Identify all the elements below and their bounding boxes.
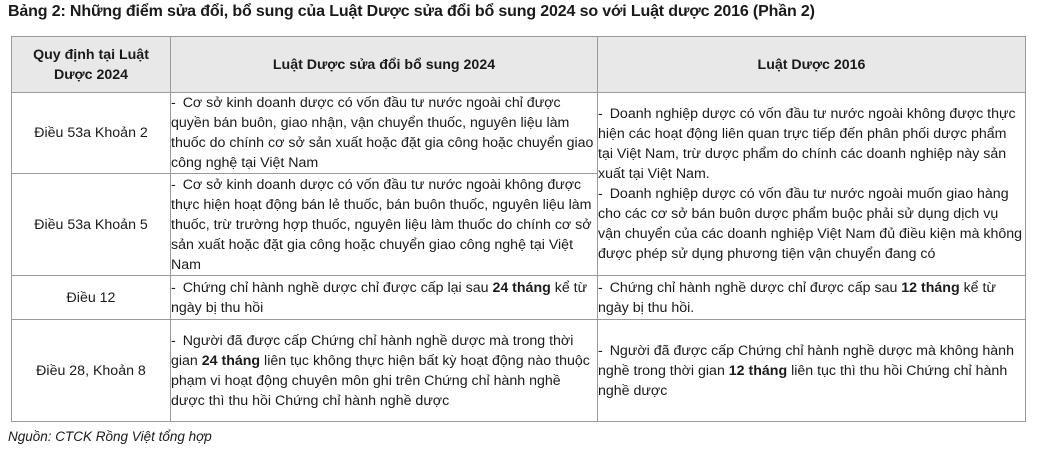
- regulation-cell: Điều 53a Khoản 2: [12, 93, 171, 174]
- regulation-cell: Điều 12: [12, 276, 171, 320]
- law-2024-text: Cơ sở kinh doanh dược có vốn đầu tư nước ngoài chỉ được quyền bán buôn, giao nhận, vận chuyển thuốc, nguyên liệu làm thuốc do chính cơ sở sản xuất hoặc đặt gia công hoặc chuyển giao công nghệ tại Việt Nam: [171, 95, 594, 171]
- law-2016-text: Chứng chỉ hành nghề dược chỉ được cấp sau: [609, 279, 902, 296]
- law-2024-cell: [171, 174, 598, 276]
- law-2016-text: Người đã được cấp Chứng chỉ hành nghề dược mà không hành nghề trong thời gian: [598, 342, 1014, 379]
- law-2016-text: Doanh nghiệp dược có vốn đầu tư nước ngoài muốn giao hàng cho các cơ sở bán buôn dược phẩm buộc phải sử dụng dịch vụ vận chuyển của các doanh nghiệp Việt Nam đủ điều kiện mà không được phép sử dụng phương tiện vận chuyển đang có: [598, 186, 1023, 262]
- law-2016-paragraph: [598, 104, 1025, 184]
- law-2016-cell: [598, 320, 1026, 422]
- law-2024-cell: [171, 276, 598, 320]
- law-2016-text: Doanh nghiệp dược có vốn đầu tư nước ngoài không được thực hiện các hoạt động liên quan trực tiếp đến phân phối dược phẩm tại Việt Nam, trừ dược phẩm do chính các doanh nghiệp này sản xuất tại Việt Nam.: [598, 106, 1016, 182]
- header-law-2024-label: Luật Dược sửa đổi bổ sung 2024: [272, 56, 496, 73]
- source-note: Nguồn: CTCK Rồng Việt tổng hợp: [8, 429, 212, 444]
- law-2016-paragraph: [598, 184, 1025, 264]
- law-2016-text: kể từ ngày bị thu hồi.: [598, 279, 996, 316]
- law-2016-cell: [598, 276, 1026, 320]
- table-row: [12, 93, 1026, 174]
- law-2024-text: liên tục không thực hiện bất kỳ hoạt động nào thuộc phạm vi hoạt động chuyên môn ghi trên Chứng chỉ hành nghề dược thì thu hồi Chứng chỉ hành nghề dược: [171, 352, 590, 409]
- bullet-dash: -: [171, 332, 176, 349]
- bullet-dash: -: [171, 95, 176, 111]
- law-2016-merged-cell: [598, 93, 1026, 276]
- header-regulation: [12, 37, 171, 93]
- law-2024-text: kể từ ngày bị thu hồi: [171, 279, 588, 316]
- table-row: [12, 320, 1026, 422]
- law-2024-text: Cơ sở kinh doanh dược có vốn đầu tư nước ngoài không được thực hiện hoạt động bán lẻ thuốc, bán buôn thuốc, nguyên liệu làm thuốc, trừ trường hợp thuốc, nguyên liệu làm thuốc do chính cơ sở sản xuất hoặc đặt gia công hoặc chuyển giao công nghệ tại Việt Nam: [171, 176, 592, 273]
- header-regulation-label: Quy định tại Luật Dược 2024: [33, 46, 149, 83]
- header-law-2016-label: Luật Dược 2016: [757, 56, 866, 73]
- regulation-cell: Điều 28, Khoản 8: [12, 320, 171, 422]
- law-2024-cell: [171, 93, 598, 174]
- table-row: [12, 276, 1026, 320]
- law-2016-text: liên tục thì thu hồi Chứng chỉ hành nghề dược: [598, 362, 1008, 399]
- law-2024-cell: [171, 320, 598, 422]
- highlight-duration: 12 tháng: [728, 362, 788, 379]
- regulation-cell: Điều 53a Khoản 5: [12, 174, 171, 276]
- table-title: Bảng 2: Những điểm sửa đổi, bổ sung của Luật Dược sửa đổi bổ sung 2024 so với Luật dược 2016 (Phần 2): [8, 3, 815, 20]
- bullet-dash: -: [171, 279, 176, 296]
- bullet-dash: -: [598, 186, 603, 202]
- header-law-2024: [171, 37, 598, 93]
- highlight-duration: 24 tháng: [201, 352, 261, 369]
- bullet-dash: -: [598, 106, 603, 122]
- law-2024-text: Chứng chỉ hành nghề dược chỉ được cấp lại sau: [182, 279, 493, 296]
- highlight-duration: 12 tháng: [901, 279, 960, 296]
- bullet-dash: -: [598, 342, 603, 359]
- bullet-dash: -: [171, 176, 176, 193]
- comparison-table: [11, 36, 1026, 422]
- table-header-row: [12, 37, 1026, 93]
- highlight-duration: 24 tháng: [492, 279, 551, 296]
- law-2024-text: Người đã được cấp Chứng chỉ hành nghề dược mà trong thời gian: [171, 332, 574, 369]
- header-law-2016: [598, 37, 1026, 93]
- bullet-dash: -: [598, 279, 603, 296]
